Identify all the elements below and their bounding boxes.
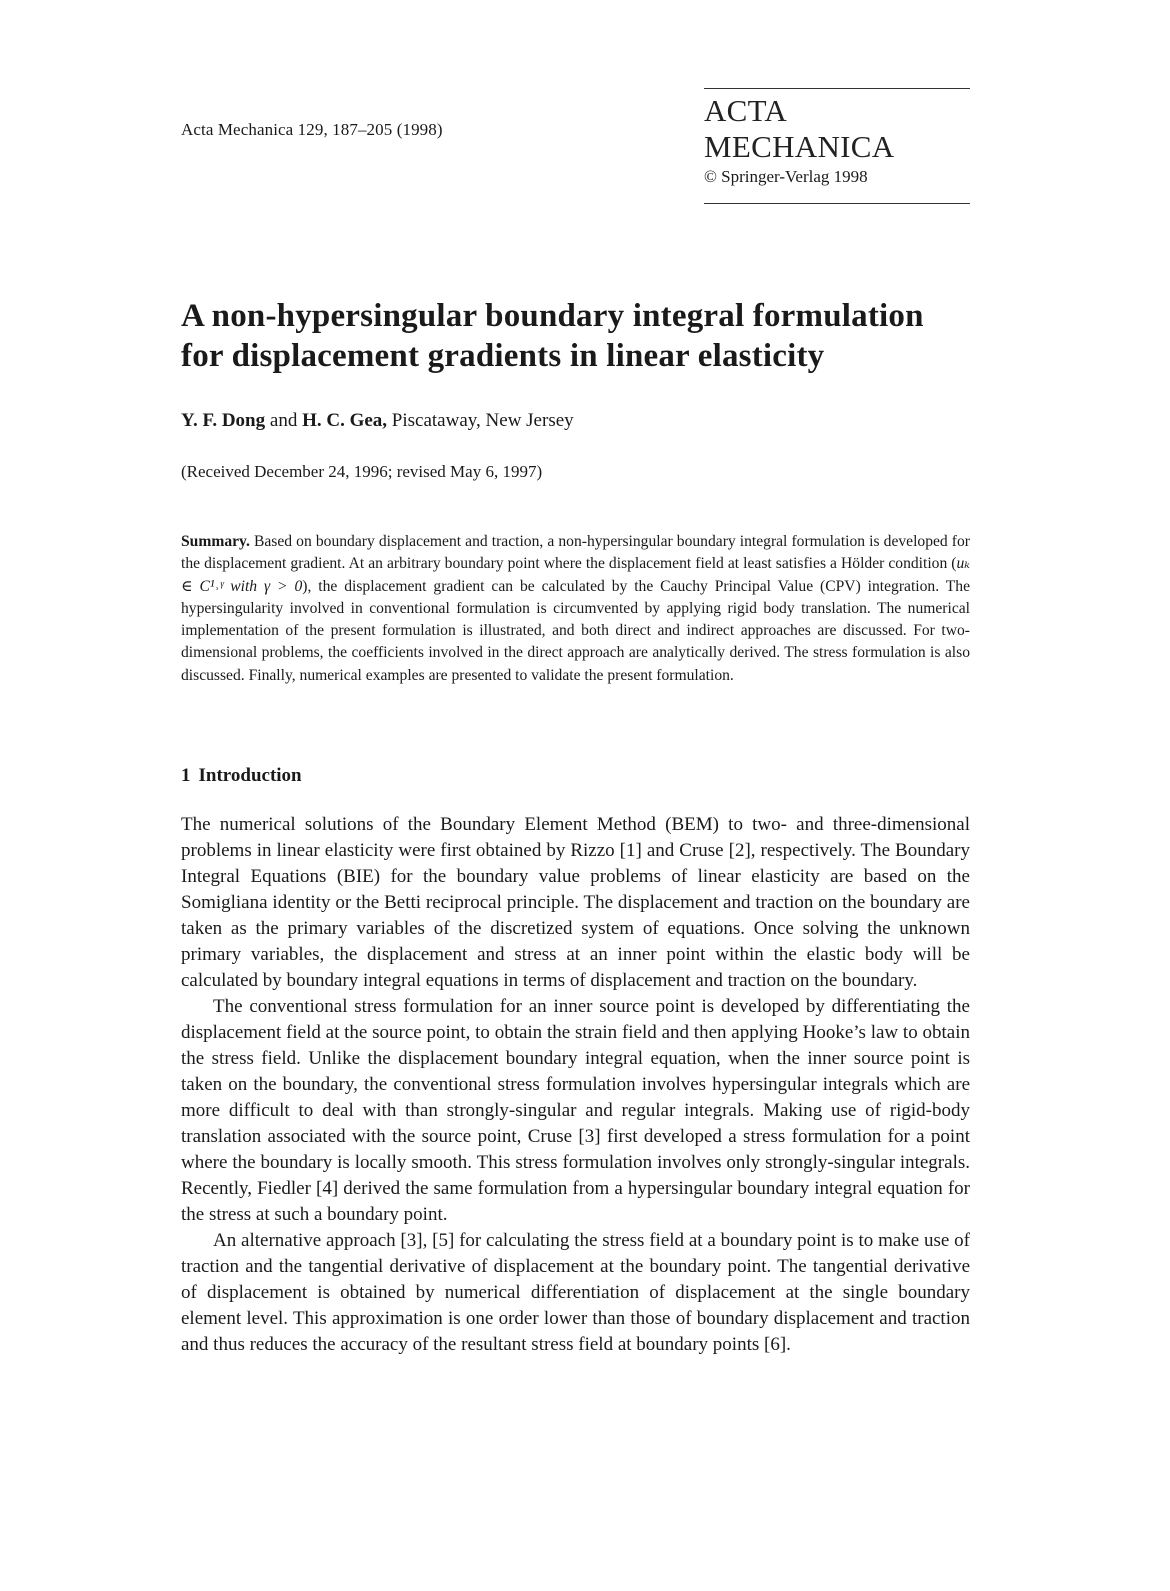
journal-name: ACTA MECHANICA <box>704 93 895 164</box>
section-title: Introduction <box>198 765 302 786</box>
article-title <box>181 296 981 376</box>
journal-masthead <box>704 88 970 204</box>
masthead-top-rule <box>704 88 970 89</box>
received-dates: (Received December 24, 1996; revised May 6, 1997) <box>181 462 543 481</box>
body-paragraph: The numerical solutions of the Boundary Element Method (BEM) to two- and three-dimensional problems in linear elasticity were first obtained by Rizzo [1] and Cruse [2], respectively. The Boundary Integral Equations (BIE) for the boundary value problems of linear elasticity are based on the Somigliana identity or the Betti reciprocal principle. The displacement and traction on the boundary are taken as the primary variables of the discretized system of equations. Once solving the unknown primary variables, the displacement and stress at an inner point within the elastic body will be calculated by boundary integral equations in terms of displacement and traction on the boundary. <box>181 814 970 991</box>
body-paragraph: An alternative approach [3], [5] for calculating the stress field at a boundary point is to make use of traction and the tangential derivative of displacement at the boundary point. The tangential derivative of displacement is obtained by numerical differentiation of displacement at the single boundary element level. This approximation is one order lower than those of boundary displacement and traction and thus reduces the accuracy of the resultant stress field at boundary points [6]. <box>181 1230 970 1355</box>
journal-citation: Acta Mechanica 129, 187–205 (1998) <box>181 120 443 139</box>
author-line <box>181 410 574 432</box>
summary-text-part1: Based on boundary displacement and traction, a non-hypersingular boundary integral formulation is developed for the displacement gradient. At an arbitrary boundary point where the displacement field at least satisfies a Hölder condition ( <box>181 533 970 573</box>
author-1: Y. F. Dong <box>181 410 266 431</box>
introduction-body <box>181 812 970 1358</box>
author-conjunction: and <box>269 410 298 431</box>
summary-abstract <box>181 531 970 687</box>
summary-text-part2: ), the displacement gradient can be calculated by the Cauchy Principal Value (CPV) integration. The hypersingularity involved in conventional formulation is circumvented by applying rigid body translation. The numerical implementation of the present formulation is illustrated, and both direct and indirect approaches are discussed. For two-dimensional problems, the coefficients involved in the direct approach are analytically derived. The stress formulation is also discussed. Finally, numerical examples are presented to validate the present formulation. <box>181 577 970 684</box>
body-paragraph: The conventional stress formulation for an inner source point is developed by differentiating the displacement field at the source point, to obtain the strain field and then applying Hooke’s law to obtain the stress field. Unlike the displacement boundary integral equation, when the inner source point is taken on the boundary, the conventional stress formulation involves hypersingular integrals which are more difficult to deal with than strongly-singular and regular integrals. Making use of rigid-body translation associated with the source point, Cruse [3] first developed a stress formulation for a point where the boundary is locally smooth. This stress formulation involves only strongly-singular integrals. Recently, Fiedler [4] derived the same formulation from a hypersingular boundary integral equation for the stress at such a boundary point. <box>181 996 970 1225</box>
masthead-bottom-rule <box>704 203 970 204</box>
title-line-2: for displacement gradients in linear elasticity <box>181 338 825 374</box>
summary-label: Summary. <box>181 533 250 550</box>
section-heading-introduction <box>181 765 302 787</box>
author-2: H. C. Gea, <box>302 410 388 431</box>
author-affiliation: Piscataway, New Jersey <box>391 410 574 431</box>
title-line-1: A non-hypersingular boundary integral formulation <box>181 298 924 334</box>
copyright-notice: © Springer-Verlag 1998 <box>704 167 868 186</box>
summary-math: uₖ ∈ C¹˒ᵞ with γ > 0 <box>181 555 970 595</box>
section-number: 1 <box>181 765 191 786</box>
